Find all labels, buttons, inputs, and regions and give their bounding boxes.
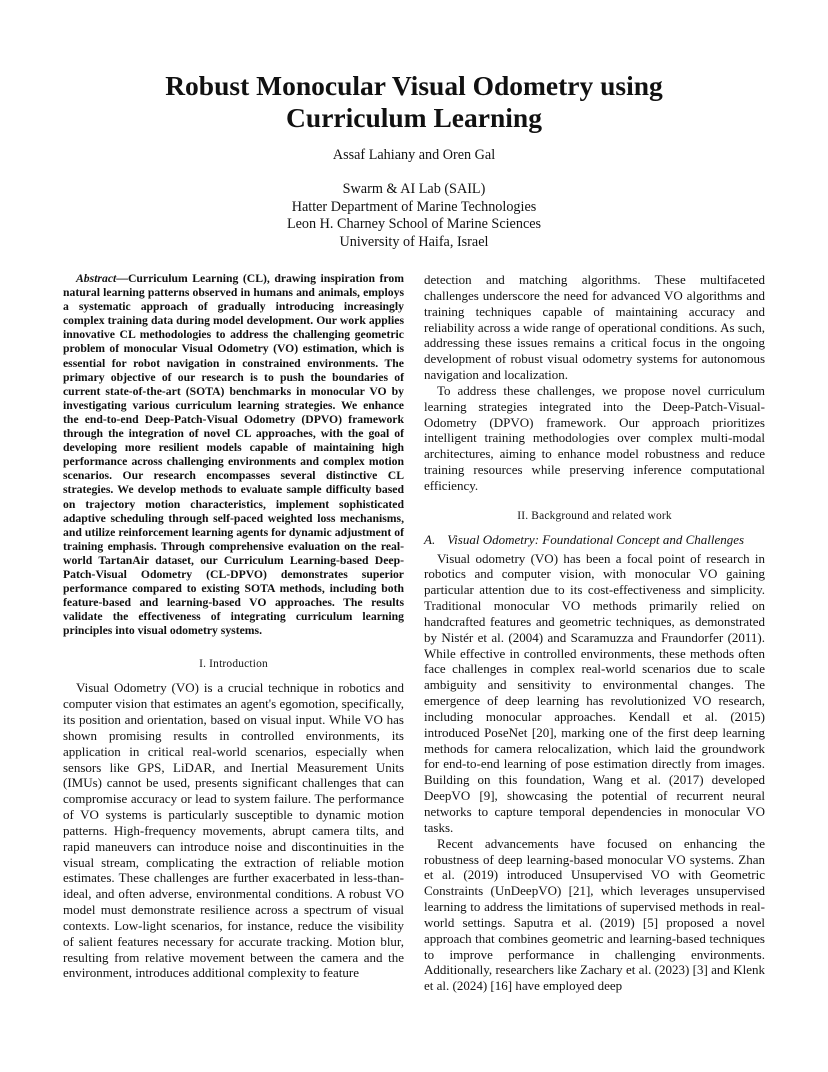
subsection-title: Visual Odometry: Foundational Concept and Challenges (447, 531, 745, 547)
section-heading-background: II. Background and related work (517, 509, 672, 522)
paper-title (80, 70, 748, 134)
intro-paragraph-2: To address these challenges, we propose novel curriculum learning strategies integrated into the Deep-Patch-Visual-Odometry (DPVO) framework. Our approach prioritizes intelligent training methodologies over complex multi-modal architectures, aiming to enhance model robustness and reduce training resources while preserving inference computational efficiency. (424, 382, 765, 493)
intro-paragraph-1-continued: detection and matching algorithms. These multifaceted challenges underscore the need for advanced VO algorithms and training techniques capable of maintaining accuracy and reliability across a wide range of operational conditions. As such, addressing these issues remains a critical focus in the ongoing development of robust visual odometry systems for autonomous navigation and localization. (424, 272, 765, 383)
affiliation-block (80, 181, 748, 251)
subsection-heading-a (424, 532, 765, 548)
abstract-text: —Curriculum Learning (CL), drawing inspiration from natural learning patterns observed in humans and animals, employs a systematic approach of gradually introducing increasingly complex training data during model development. Our work applies innovative CL methodologies to address the challenging geometric problem of monocular Visual Odometry (VO) estimation, which is essential for robot navigation in constrained environments. The primary objective of our research is to push the boundaries of current state-of-the-art (SOTA) benchmarks in monocular VO by investigating various curriculum learning strategies. We enhance the end-to-end Deep-Patch-Visual Odometry (DPVO) framework through the integration of novel CL approaches, with the goal of developing more resilient models capable of maintaining high performance across challenging environments and complex motion scenarios. Our research encompasses several distinctive CL strategies. We develop methods to evaluate sample difficulty based on trajectory motion characteristics, implement sophisticated adaptive scheduling through self-paced weighted loss mechanisms, and utilize reinforcement learning agents for dynamic adjustment of training emphasis. Through comprehensive evaluation on the real-world TartanAir dataset, our Curriculum Learning-based Deep-Patch-Visual Odometry (CL-DPVO) demonstrates superior performance compared to existing SOTA methods, including both feature-based and learning-based VO approaches. The results validate the effectiveness of integrating curriculum learning principles into visual odometry systems. (63, 272, 404, 638)
affiliation-line: Swarm & AI Lab (SAIL) (342, 181, 486, 197)
intro-paragraph-1: Visual Odometry (VO) is a crucial technique in robotics and computer vision that estimates an agent's egomotion, specifically, its position and orientation, based on visual input. While VO has shown promising results in controlled environments, its application in critical real-world scenarios, especially when sensors like GPS, LiDAR, and Inertial Measurement Units (IMUs) cannot be used, presents significant challenges that can compromise accuracy or lead to system failure. The performance of VO systems is particularly susceptible to dynamic motion patterns. High-frequency movements, abrupt camera tilts, and rapid maneuvers can introduce noise and discontinuities in the visual stream, complicating the extraction of reliable motion estimates. These challenges are further exacerbated in less-than-ideal, and often adverse, environmental conditions. A robust VO model must demonstrate resilience across a spectrum of visual contexts. Low-light scenarios, for instance, reduce the visibility of salient features necessary for accurate tracking. Motion blur, resulting from relative movement between the camera and the environment, introduces additional complexity to feature (63, 680, 404, 981)
title-line-2: Curriculum Learning (286, 102, 542, 133)
subsection-number: A. (424, 531, 436, 547)
affiliation-line: Hatter Department of Marine Technologies (291, 198, 537, 215)
left-column (63, 272, 404, 981)
background-paragraph-1: Visual odometry (VO) has been a focal point of research in robotics and computer vision, with monocular VO gaining particular attention due to its cost-effectiveness and simplicity. Traditional monocular VO methods primarily relied on handcrafted features and geometric techniques, as demonstrated by Nistér et al. (2004) and Scaramuzza and Fraundorfer (2011). While effective in controlled environments, these methods often face challenges in complex real-world scenarios due to scale ambiguity and sensitivity to environmental changes. The emergence of deep learning has revolutionized VO research, including monocular approaches. Kendall et al. (2015) introduced PoseNet [20], marking one of the first deep learning methods for camera relocalization, which laid the groundwork for end-to-end learning of pose estimation directly from images. Building on this foundation, Wang et al. (2017) developed DeepVO [9], showcasing the potential of recurrent neural networks to capture temporal dependencies in monocular VO tasks. (424, 550, 765, 835)
abstract (63, 272, 404, 638)
affiliation-line: University of Haifa, Israel (339, 233, 489, 250)
title-line-1: Robust Monocular Visual Odometry using (165, 70, 663, 101)
abstract-label: Abstract (76, 272, 117, 285)
section-heading-introduction: I. Introduction (199, 658, 268, 671)
affiliation-line: Leon H. Charney School of Marine Sciences (286, 216, 542, 233)
background-paragraph-2: Recent advancements have focused on enhancing the robustness of deep learning-based monocular VO systems. Zhan et al. (2019) introduced Unsupervised VO with Geometric Constraints (UnDeepVO) [21], which leverages unsupervised learning to address the limitations of supervised methods in real-world settings. Saputra et al. (2019) [5] proposed a novel approach that combines geometric and learning-based techniques to improve performance in challenging environments. Additionally, researchers like Zachary et al. (2023) [3] and Klenk et al. (2024) [16] have employed deep (424, 835, 765, 994)
right-column (424, 272, 765, 994)
author-list: Assaf Lahiany and Oren Gal (332, 147, 496, 163)
